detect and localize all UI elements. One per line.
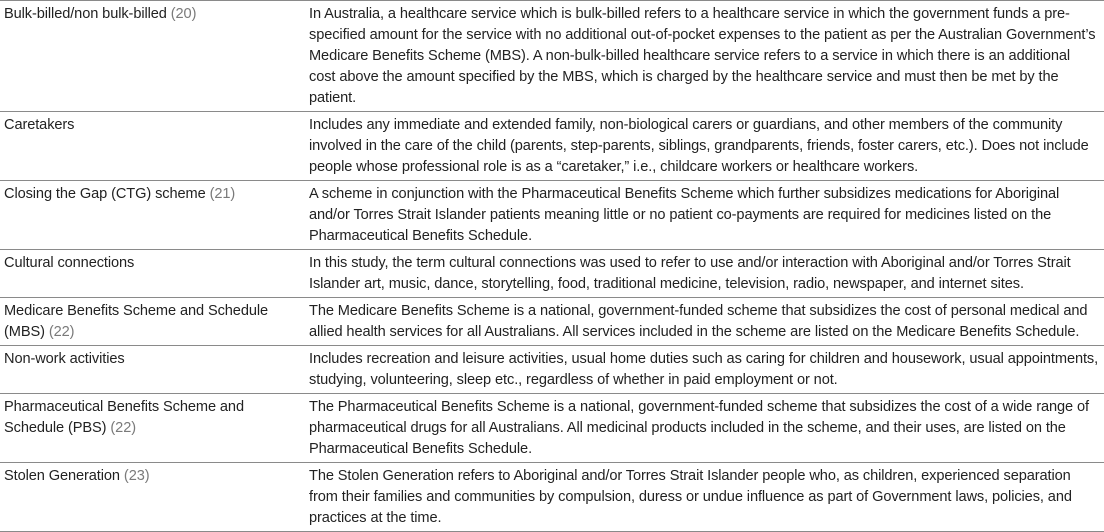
- term-text: Closing the Gap (CTG) scheme: [4, 186, 206, 202]
- table-row: [0, 181, 1104, 250]
- term-cell: [0, 394, 305, 463]
- term-text: Cultural connections: [4, 255, 135, 271]
- term-cell: [0, 250, 305, 298]
- definition-cell: The Stolen Generation refers to Aboriginal and/or Torres Strait Islander people who, as children, experienced separation from their families and communities by compulsion, duress or undue influence as part of Government laws, policies, and practices at the time.: [309, 468, 1072, 526]
- table-row: [0, 394, 1104, 463]
- table-row: [0, 112, 1104, 181]
- table-row: [0, 1, 1104, 112]
- definition-cell: Includes recreation and leisure activities, usual home duties such as caring for children and housework, usual appointments, studying, volunteering, sleep etc., regardless of whether in paid employment or not.: [309, 351, 1099, 388]
- term-cell: [0, 463, 305, 532]
- table-row: [0, 250, 1104, 298]
- term-text: Bulk-billed/non bulk-billed: [4, 6, 167, 22]
- term-text: Non-work activities: [4, 351, 125, 367]
- term-cell: [0, 346, 305, 394]
- table-row: [0, 298, 1104, 346]
- table-row: [0, 346, 1104, 394]
- reference-link[interactable]: (23): [123, 468, 150, 484]
- term-cell: [0, 1, 305, 112]
- definition-cell: Includes any immediate and extended family, non-biological carers or guardians, and other members of the community involved in the care of the child (parents, step-parents, siblings, grandparents, friends, foster carers, etc.). Does not include people whose professional role is as a “caretaker,” i.e., childcare workers or healthcare workers.: [309, 117, 1089, 175]
- definition-cell: In this study, the term cultural connections was used to refer to use and/or interaction with Aboriginal and/or Torres Strait Islander art, music, dance, storytelling, food, traditional medicine, television, radio, newspaper, and internet sites.: [309, 255, 1071, 292]
- reference-link[interactable]: (22): [48, 324, 75, 340]
- term-text: Pharmaceutical Benefits Scheme and Schedule (PBS): [4, 399, 244, 436]
- definition-cell: The Pharmaceutical Benefits Scheme is a national, government-funded scheme that subsidizes the cost of a wide range of pharmaceutical drugs for all Australians. All medicinal products included in the scheme, and their uses, are listed on the Pharmaceutical Benefits Schedule.: [309, 399, 1089, 457]
- term-cell: [0, 298, 305, 346]
- reference-link[interactable]: (20): [170, 6, 197, 22]
- term-text: Medicare Benefits Scheme and Schedule (MBS): [4, 303, 269, 340]
- reference-link[interactable]: (22): [110, 420, 136, 436]
- term-text: Caretakers: [4, 117, 75, 133]
- definition-cell: In Australia, a healthcare service which is bulk-billed refers to a healthcare service in which the government funds a pre-specified amount for the service with no additional out-of-pocket expenses to the patient as per the Australian Government’s Medicare Benefits Scheme (MBS). A non-bulk-billed healthcare service refers to a service in which there is an additional cost above the amount specified by the MBS, which is charged by the healthcare service and must then be met by the patient.: [309, 6, 1096, 106]
- definition-cell: A scheme in conjunction with the Pharmaceutical Benefits Scheme which further subsidizes medications for Aboriginal and/or Torres Strait Islander patients meaning little or no patient co-payments are required for medicines listed on the Pharmaceutical Benefits Schedule.: [309, 186, 1060, 244]
- term-text: Stolen Generation: [4, 468, 120, 484]
- table-row: [0, 463, 1104, 532]
- definition-cell: The Medicare Benefits Scheme is a national, government-funded scheme that subsidizes the cost of personal medical and allied health services for all Australians. All services included in the scheme are listed on the Medicare Benefits Schedule.: [309, 303, 1088, 340]
- term-cell: [0, 112, 305, 181]
- reference-link[interactable]: (21): [209, 186, 236, 202]
- term-cell: [0, 181, 305, 250]
